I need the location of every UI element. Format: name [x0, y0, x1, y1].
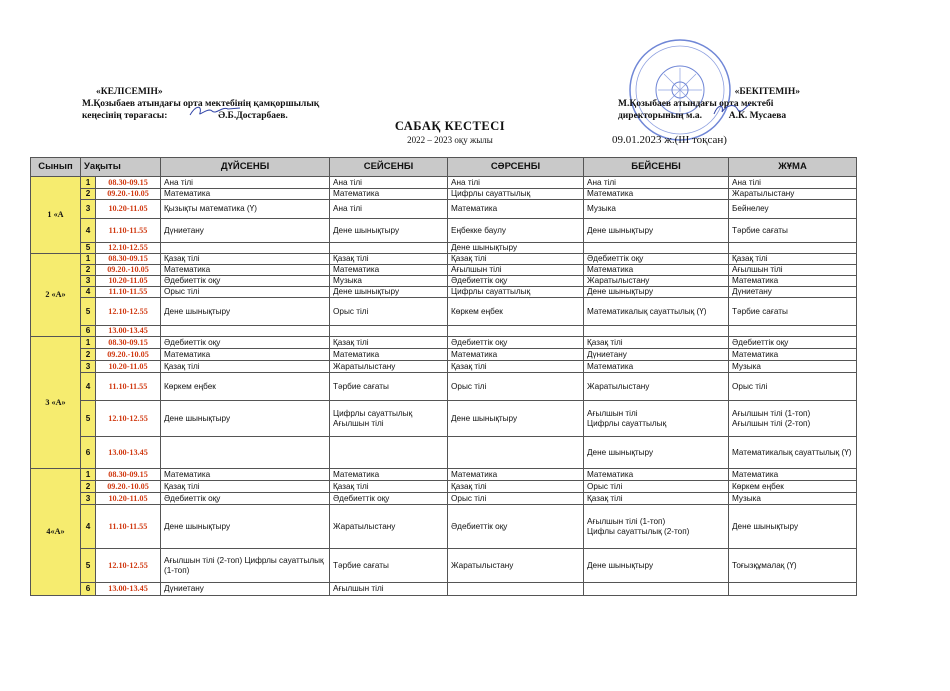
subject-monday: Дүниетану	[161, 583, 330, 596]
subject-tuesday: Математика	[330, 349, 448, 361]
subject-monday: Орыс тілі	[161, 287, 330, 298]
subject-monday: Математика	[161, 265, 330, 276]
subject-thursday: Ағылшын тілі Цифрлы сауаттылық	[584, 401, 729, 437]
lesson-time: 13.00-13.45	[96, 437, 161, 469]
table-header-row	[31, 158, 857, 177]
agree-label: «КЕЛІСЕМІН»	[96, 87, 163, 97]
subject-wednesday: Қазақ тілі	[448, 481, 584, 493]
subject-tuesday: Математика	[330, 469, 448, 481]
subject-friday: Дүниетану	[729, 287, 857, 298]
subject-tuesday: Жаратылыстану	[330, 505, 448, 549]
lesson-number: 3	[81, 276, 96, 287]
lesson-time: 10.20-11.05	[96, 361, 161, 373]
approve-label: «БЕКІТЕМІН»	[734, 87, 800, 97]
table-row	[31, 276, 857, 287]
lesson-number: 6	[81, 583, 96, 596]
header-tuesday: СЕЙСЕНБІ	[330, 158, 448, 177]
signature-right	[712, 100, 752, 118]
subject-friday: Қазақ тілі	[729, 254, 857, 265]
approve-line2: директорының м.а.	[618, 111, 702, 121]
lesson-number: 4	[81, 287, 96, 298]
subject-wednesday	[448, 583, 584, 596]
subject-tuesday: Ағылшын тілі	[330, 583, 448, 596]
agree-name: Ә.Б.Достарбаев.	[218, 111, 288, 121]
subject-tuesday: Қазақ тілі	[330, 254, 448, 265]
subject-tuesday	[330, 437, 448, 469]
lesson-time: 11.10-11.55	[96, 505, 161, 549]
subject-thursday: Ана тілі	[584, 177, 729, 189]
lesson-number: 1	[81, 254, 96, 265]
table-row	[31, 326, 857, 337]
lesson-time: 12.10-12.55	[96, 401, 161, 437]
lesson-time: 09.20.-10.05	[96, 265, 161, 276]
lesson-time: 09.20.-10.05	[96, 189, 161, 200]
subject-tuesday: Цифрлы сауаттылық Ағылшын тілі	[330, 401, 448, 437]
subject-wednesday: Әдебиеттік оқу	[448, 276, 584, 287]
table-row	[31, 373, 857, 401]
subject-monday: Математика	[161, 469, 330, 481]
subject-thursday: Дене шынықтыру	[584, 219, 729, 243]
subject-thursday	[584, 243, 729, 254]
lesson-time: 10.20-11.05	[96, 493, 161, 505]
table-row	[31, 200, 857, 219]
subject-friday: Жаратылыстану	[729, 189, 857, 200]
lesson-number: 1	[81, 469, 96, 481]
subject-friday: Дене шынықтыру	[729, 505, 857, 549]
lesson-time: 08.30-09.15	[96, 469, 161, 481]
subject-wednesday: Әдебиеттік оқу	[448, 505, 584, 549]
subject-friday: Әдебиеттік оқу	[729, 337, 857, 349]
subject-monday: Ана тілі	[161, 177, 330, 189]
lesson-number: 3	[81, 493, 96, 505]
subject-monday: Математика	[161, 189, 330, 200]
class-name: 2 «А»	[31, 254, 81, 337]
subject-tuesday: Математика	[330, 189, 448, 200]
table-row	[31, 437, 857, 469]
subject-wednesday: Еңбекке баулу	[448, 219, 584, 243]
subject-friday: Математикалық сауаттылық (Ү)	[729, 437, 857, 469]
subject-friday: Көркем еңбек	[729, 481, 857, 493]
subject-monday: Әдебиеттік оқу	[161, 337, 330, 349]
subject-monday: Дене шынықтыру	[161, 401, 330, 437]
subject-monday: Ағылшын тілі (2-топ) Цифрлы сауаттылық (1-топ)	[161, 549, 330, 583]
subject-friday	[729, 243, 857, 254]
lesson-time: 08.30-09.15	[96, 337, 161, 349]
lesson-number: 6	[81, 326, 96, 337]
lesson-number: 1	[81, 177, 96, 189]
lesson-number: 5	[81, 549, 96, 583]
table-row	[31, 361, 857, 373]
subject-thursday: Жаратылыстану	[584, 373, 729, 401]
subject-thursday: Дене шынықтыру	[584, 549, 729, 583]
subject-thursday: Дене шынықтыру	[584, 287, 729, 298]
table-row	[31, 287, 857, 298]
subject-tuesday: Қазақ тілі	[330, 481, 448, 493]
subject-wednesday: Математика	[448, 349, 584, 361]
subject-friday: Тәрбие сағаты	[729, 298, 857, 326]
subject-monday: Қазақ тілі	[161, 481, 330, 493]
subject-thursday: Әдебиеттік оқу	[584, 254, 729, 265]
academic-year: 2022 – 2023 оқу жылы	[407, 135, 493, 145]
subject-friday: Орыс тілі	[729, 373, 857, 401]
lesson-time: 10.20-11.05	[96, 276, 161, 287]
lesson-time: 09.20.-10.05	[96, 349, 161, 361]
lesson-number: 5	[81, 298, 96, 326]
subject-thursday: Математикалық сауаттылық (Ү)	[584, 298, 729, 326]
subject-thursday: Математика	[584, 361, 729, 373]
subject-thursday: Математика	[584, 469, 729, 481]
table-row	[31, 177, 857, 189]
approve-name: А.К. Мусаева	[728, 111, 787, 121]
subject-thursday: Қазақ тілі	[584, 493, 729, 505]
subject-friday	[729, 326, 857, 337]
page-title: САБАҚ КЕСТЕСІ	[394, 119, 506, 133]
header-class: Сынып	[31, 158, 81, 177]
subject-wednesday: Көркем еңбек	[448, 298, 584, 326]
lesson-number: 3	[81, 200, 96, 219]
subject-wednesday: Математика	[448, 469, 584, 481]
subject-friday: Ағылшын тілі (1-топ) Ағылшын тілі (2-топ)	[729, 401, 857, 437]
header-monday: ДҮЙСЕНБІ	[161, 158, 330, 177]
subject-tuesday: Музыка	[330, 276, 448, 287]
lesson-time: 10.20-11.05	[96, 200, 161, 219]
subject-wednesday: Әдебиеттік оқу	[448, 337, 584, 349]
table-row	[31, 549, 857, 583]
subject-wednesday: Орыс тілі	[448, 493, 584, 505]
subject-friday: Тоғызқұмалақ (Ү)	[729, 549, 857, 583]
subject-wednesday: Қазақ тілі	[448, 254, 584, 265]
lesson-time: 08.30-09.15	[96, 254, 161, 265]
subject-thursday: Қазақ тілі	[584, 337, 729, 349]
header-time: Уақыты	[81, 158, 161, 177]
subject-friday: Математика	[729, 469, 857, 481]
schedule-table	[30, 157, 857, 596]
table-row	[31, 493, 857, 505]
subject-monday	[161, 437, 330, 469]
lesson-number: 2	[81, 189, 96, 200]
subject-monday: Қызықты математика (Ү)	[161, 200, 330, 219]
subject-monday: Математика	[161, 349, 330, 361]
subject-tuesday: Тәрбие сағаты	[330, 549, 448, 583]
subject-thursday: Математика	[584, 265, 729, 276]
subject-friday: Музыка	[729, 493, 857, 505]
header-thursday: БЕЙСЕНБІ	[584, 158, 729, 177]
class-name: 4«А»	[31, 469, 81, 596]
header-wednesday: СӘРСЕНБІ	[448, 158, 584, 177]
subject-wednesday: Дене шынықтыру	[448, 401, 584, 437]
table-row	[31, 349, 857, 361]
lesson-number: 5	[81, 401, 96, 437]
lesson-number: 1	[81, 337, 96, 349]
subject-thursday: Ағылшын тілі (1-топ) Цифлы сауаттылық (2-топ)	[584, 505, 729, 549]
subject-thursday: Математика	[584, 189, 729, 200]
subject-thursday: Орыс тілі	[584, 481, 729, 493]
subject-monday: Әдебиеттік оқу	[161, 276, 330, 287]
lesson-number: 4	[81, 219, 96, 243]
subject-monday: Әдебиеттік оқу	[161, 493, 330, 505]
subject-tuesday: Дене шынықтыру	[330, 219, 448, 243]
table-row	[31, 298, 857, 326]
subject-friday: Музыка	[729, 361, 857, 373]
subject-monday: Қазақ тілі	[161, 254, 330, 265]
subject-wednesday: Орыс тілі	[448, 373, 584, 401]
table-row	[31, 243, 857, 254]
subject-wednesday	[448, 437, 584, 469]
subject-thursday: Дүниетану	[584, 349, 729, 361]
table-row	[31, 401, 857, 437]
table-row	[31, 505, 857, 549]
subject-wednesday	[448, 326, 584, 337]
subject-thursday: Дене шынықтыру	[584, 437, 729, 469]
lesson-number: 4	[81, 373, 96, 401]
lesson-time: 11.10-11.55	[96, 219, 161, 243]
subject-wednesday: Жаратылыстану	[448, 549, 584, 583]
agree-line1: М.Қозыбаев атындағы орта мектебінің қамқоршылық	[82, 99, 320, 109]
subject-monday	[161, 326, 330, 337]
subject-tuesday	[330, 326, 448, 337]
lesson-time: 08.30-09.15	[96, 177, 161, 189]
subject-wednesday: Цифрлы сауаттылық	[448, 189, 584, 200]
subject-wednesday: Қазақ тілі	[448, 361, 584, 373]
subject-monday: Дүниетану	[161, 219, 330, 243]
table-row	[31, 469, 857, 481]
subject-friday: Ана тілі	[729, 177, 857, 189]
subject-tuesday: Жаратылыстану	[330, 361, 448, 373]
date-note: 09.01.2023 ж.(ІІІ тоқсан)	[612, 134, 727, 146]
lesson-number: 2	[81, 349, 96, 361]
subject-monday: Көркем еңбек	[161, 373, 330, 401]
subject-thursday: Музыка	[584, 200, 729, 219]
table-row	[31, 254, 857, 265]
lesson-number: 4	[81, 505, 96, 549]
table-row	[31, 583, 857, 596]
subject-tuesday	[330, 243, 448, 254]
lesson-time: 11.10-11.55	[96, 373, 161, 401]
subject-friday: Математика	[729, 349, 857, 361]
table-row	[31, 481, 857, 493]
lesson-number: 3	[81, 361, 96, 373]
subject-tuesday: Тәрбие сағаты	[330, 373, 448, 401]
table-row	[31, 337, 857, 349]
subject-monday: Дене шынықтыру	[161, 505, 330, 549]
subject-monday: Қазақ тілі	[161, 361, 330, 373]
subject-tuesday: Ана тілі	[330, 200, 448, 219]
subject-tuesday: Қазақ тілі	[330, 337, 448, 349]
lesson-time: 12.10-12.55	[96, 243, 161, 254]
header-friday: ЖҰМА	[729, 158, 857, 177]
lesson-number: 6	[81, 437, 96, 469]
lesson-time: 13.00-13.45	[96, 326, 161, 337]
lesson-time: 12.10-12.55	[96, 298, 161, 326]
subject-friday	[729, 583, 857, 596]
lesson-time: 11.10-11.55	[96, 287, 161, 298]
subject-wednesday: Математика	[448, 200, 584, 219]
subject-tuesday: Дене шынықтыру	[330, 287, 448, 298]
subject-friday: Ағылшын тілі	[729, 265, 857, 276]
subject-wednesday: Ана тілі	[448, 177, 584, 189]
subject-thursday: Жаратылыстану	[584, 276, 729, 287]
subject-wednesday: Дене шынықтыру	[448, 243, 584, 254]
table-row	[31, 219, 857, 243]
subject-monday	[161, 243, 330, 254]
lesson-number: 2	[81, 481, 96, 493]
subject-friday: Математика	[729, 276, 857, 287]
table-row	[31, 265, 857, 276]
schedule-body	[31, 177, 857, 596]
subject-wednesday: Ағылшын тілі	[448, 265, 584, 276]
subject-thursday	[584, 583, 729, 596]
lesson-time: 12.10-12.55	[96, 549, 161, 583]
subject-tuesday: Математика	[330, 265, 448, 276]
agree-line2: кеңесінің төрағасы:	[82, 111, 168, 121]
table-row	[31, 189, 857, 200]
class-name: 3 «А»	[31, 337, 81, 469]
signature-left	[188, 103, 242, 119]
subject-thursday	[584, 326, 729, 337]
subject-friday: Тәрбие сағаты	[729, 219, 857, 243]
subject-monday: Дене шынықтыру	[161, 298, 330, 326]
subject-tuesday: Ана тілі	[330, 177, 448, 189]
lesson-number: 2	[81, 265, 96, 276]
lesson-time: 09.20.-10.05	[96, 481, 161, 493]
class-name: 1 «А	[31, 177, 81, 254]
subject-wednesday: Цифрлы сауаттылық	[448, 287, 584, 298]
subject-tuesday: Орыс тілі	[330, 298, 448, 326]
lesson-number: 5	[81, 243, 96, 254]
approve-line1: М.Қозыбаев атындағы орта мектебі	[618, 99, 774, 109]
lesson-time: 13.00-13.45	[96, 583, 161, 596]
subject-friday: Бейнелеу	[729, 200, 857, 219]
subject-tuesday: Әдебиеттік оқу	[330, 493, 448, 505]
